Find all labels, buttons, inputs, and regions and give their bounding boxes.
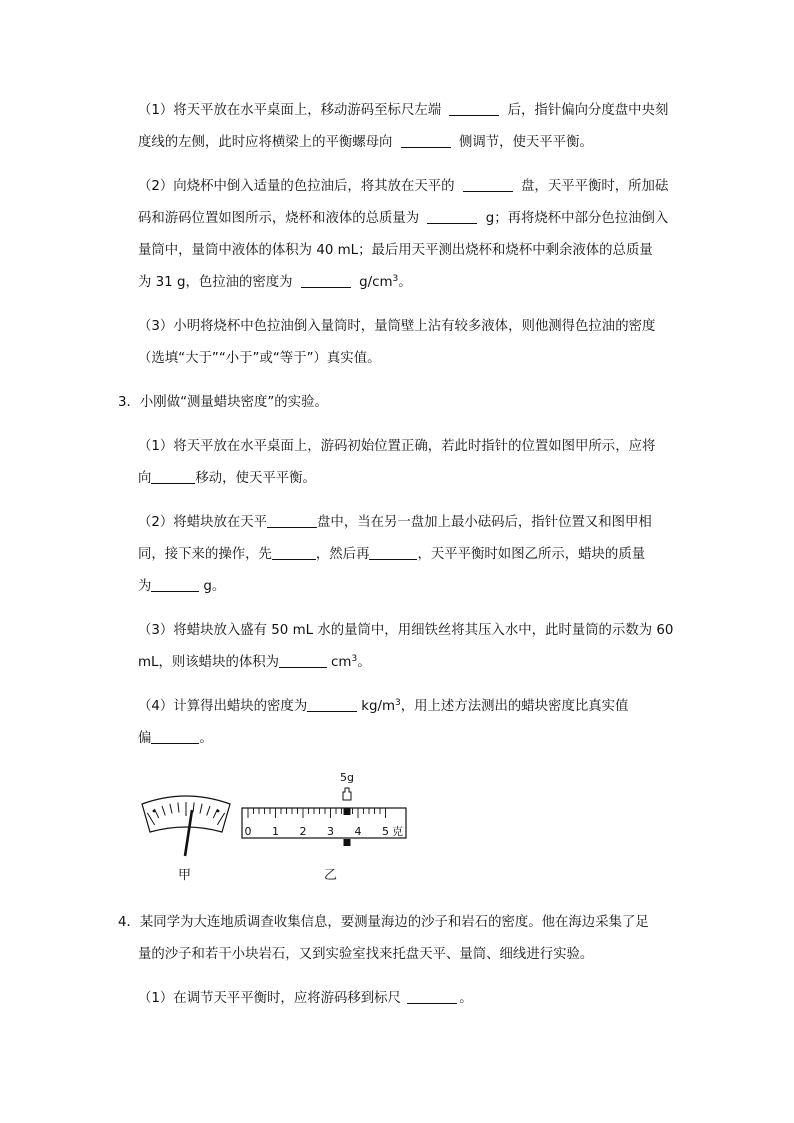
q4-line-2 xyxy=(138,945,593,965)
p1-text-c: 度线的左侧，此时应将横梁上的平衡螺母向 xyxy=(138,135,393,150)
rider-slider-top xyxy=(344,808,351,815)
weight-5g xyxy=(340,771,354,800)
q3-s2-text-g: g。 xyxy=(203,579,226,594)
balance-figure xyxy=(138,766,418,891)
q3-s2-text-d: ，然后再 xyxy=(315,547,370,562)
q4-line-1 xyxy=(118,913,649,933)
p2-unit-sup: 3 xyxy=(392,274,399,284)
label-jia: 甲 xyxy=(178,868,192,883)
p2-text-e: 量筒中，量筒中液体的体积为 40 mL；最后用天平测出烧杯和烧杯中剩余液体的总质量 xyxy=(138,243,653,258)
balance-pointer-dial xyxy=(142,796,230,856)
p1-line-2 xyxy=(138,133,593,153)
q3-s1-text-c: 移动，使天平平衡。 xyxy=(195,471,316,486)
q3-s2-text-a: （2）将蜡块放在天平 xyxy=(138,515,268,530)
p2-line-1 xyxy=(138,177,668,197)
scale-tick-label: 1 xyxy=(272,825,279,838)
q3-s2-text-b: 盘中，当在另一盘加上最小砝码后，指针位置又和图甲相 xyxy=(317,515,652,530)
scale-tick-label: 2 xyxy=(299,825,307,838)
scale-unit: 克 xyxy=(392,825,403,838)
rider-scale xyxy=(242,808,406,846)
q3-s3-line-2 xyxy=(138,653,371,673)
q3-s2-line-3 xyxy=(138,577,225,597)
p2-text-d: g；再将烧杯中部分色拉油倒入 xyxy=(485,211,669,226)
answer-blank[interactable] xyxy=(463,177,513,192)
q3-s2-text-c: 同，接下来的操作，先 xyxy=(138,547,272,562)
weight-label: 5g xyxy=(340,771,354,784)
p2-unit: g/cm xyxy=(359,275,393,290)
label-yi: 乙 xyxy=(324,868,338,883)
q3-s1-text-b: 向 xyxy=(138,471,152,486)
q3-s3-unit: cm xyxy=(331,655,352,670)
q3-s4-text-b: ，用上述方法测出的蜡块密度比真实值 xyxy=(400,699,629,714)
q3-s2-line-1 xyxy=(138,513,652,533)
answer-blank[interactable] xyxy=(407,989,457,1004)
answer-blank[interactable] xyxy=(272,545,316,560)
q3-s4-unit: kg/m xyxy=(361,699,396,714)
answer-blank[interactable] xyxy=(449,101,499,116)
q3-s3-text-a: （3）将蜡块放入盛有 50 mL 水的量筒中，用细铁丝将其压入水中，此时量筒的示数为 60 xyxy=(138,623,674,638)
p2-line-3 xyxy=(138,241,653,261)
rider-slider-bottom xyxy=(344,839,351,846)
scale-tick-label: 0 xyxy=(244,825,252,838)
p3-text-b: （选填“大于”“小于”或“等于”）真实值。 xyxy=(138,351,381,366)
q3-s3-text-b: mL，则该蜡块的体积为 xyxy=(138,655,280,670)
q3-s1-text-a: （1）将天平放在水平桌面上，游码初始位置正确，若此时指针的位置如图甲所示，应将 xyxy=(138,439,656,454)
q3-s3-unit-sup: 3 xyxy=(351,654,358,664)
answer-blank[interactable] xyxy=(151,577,199,592)
answer-blank[interactable] xyxy=(151,729,199,744)
q3-s4-unit-sup: 3 xyxy=(395,698,401,708)
p2-text-g: 。 xyxy=(398,275,412,290)
p2-text-c: 码和游码位置如图所示，烧杯和液体的总质量为 xyxy=(138,211,420,226)
answer-blank[interactable] xyxy=(369,545,417,560)
q3-title-text: 3．小刚做“测量蜡块密度”的实验。 xyxy=(118,395,328,410)
p2-text-b: 盘，天平平衡时，所加砝 xyxy=(521,179,669,194)
p1-text-b: 后，指针偏向分度盘中央刻 xyxy=(507,103,669,118)
p1-text-a: （1）将天平放在水平桌面上，移动游码至标尺左端 xyxy=(138,103,442,118)
p2-text-a: （2）向烧杯中倒入适量的色拉油后，将其放在天平的 xyxy=(138,179,455,194)
q3-s4-line-1 xyxy=(138,697,628,717)
q3-s4-text-d: 。 xyxy=(199,731,213,746)
q3-s2-text-e: ，天平平衡时如图乙所示，蜡块的质量 xyxy=(417,547,646,562)
q3-s3-line-1 xyxy=(138,621,673,641)
answer-blank[interactable] xyxy=(401,133,451,148)
p3-text-a: （3）小明将烧杯中色拉油倒入量筒时，量筒壁上沾有较多液体，则他测得色拉油的密度 xyxy=(138,319,656,334)
q3-s3-text-c: 。 xyxy=(357,655,371,670)
answer-blank[interactable] xyxy=(307,697,357,712)
q3-s2-text-f: 为 xyxy=(138,579,152,594)
q3-title xyxy=(118,393,328,413)
scale-tick-label: 5 xyxy=(382,825,389,838)
answer-blank[interactable] xyxy=(151,469,195,484)
q3-s1-line-2 xyxy=(138,469,316,489)
p3-line-2 xyxy=(138,349,380,369)
answer-blank[interactable] xyxy=(427,209,477,224)
q3-s1-line-1 xyxy=(138,437,655,457)
q3-s2-line-2 xyxy=(138,545,645,565)
answer-blank[interactable] xyxy=(279,653,327,668)
q4-s1-line xyxy=(138,989,473,1009)
answer-blank[interactable] xyxy=(301,273,351,288)
q4-text-a: 4．某同学为大连地质调查收集信息，要测量海边的沙子和岩石的密度。他在海边采集了足 xyxy=(118,915,649,930)
p1-text-d: 侧调节，使天平平衡。 xyxy=(458,135,593,150)
answer-blank[interactable] xyxy=(267,513,317,528)
p2-line-4 xyxy=(138,273,412,293)
q3-s4-text-c: 偏 xyxy=(138,731,152,746)
p1-line-1 xyxy=(138,101,668,121)
p2-line-2 xyxy=(138,209,668,229)
q3-s4-text-a: （4）计算得出蜡块的密度为 xyxy=(138,699,308,714)
scale-tick-label: 4 xyxy=(354,825,362,838)
p3-line-1 xyxy=(138,317,655,337)
p2-text-f: 为 31 g，色拉油的密度为 xyxy=(138,275,293,290)
q3-s4-line-2 xyxy=(138,729,213,749)
q4-s1-text-a: （1）在调节天平平衡时，应将游码移到标尺 xyxy=(138,991,401,1006)
scale-tick-label: 3 xyxy=(327,825,334,838)
q4-text-b: 量的沙子和若干小块岩石，又到实验室找来托盘天平、量筒、细线进行实验。 xyxy=(138,947,594,962)
q4-s1-text-b: 。 xyxy=(459,991,473,1006)
